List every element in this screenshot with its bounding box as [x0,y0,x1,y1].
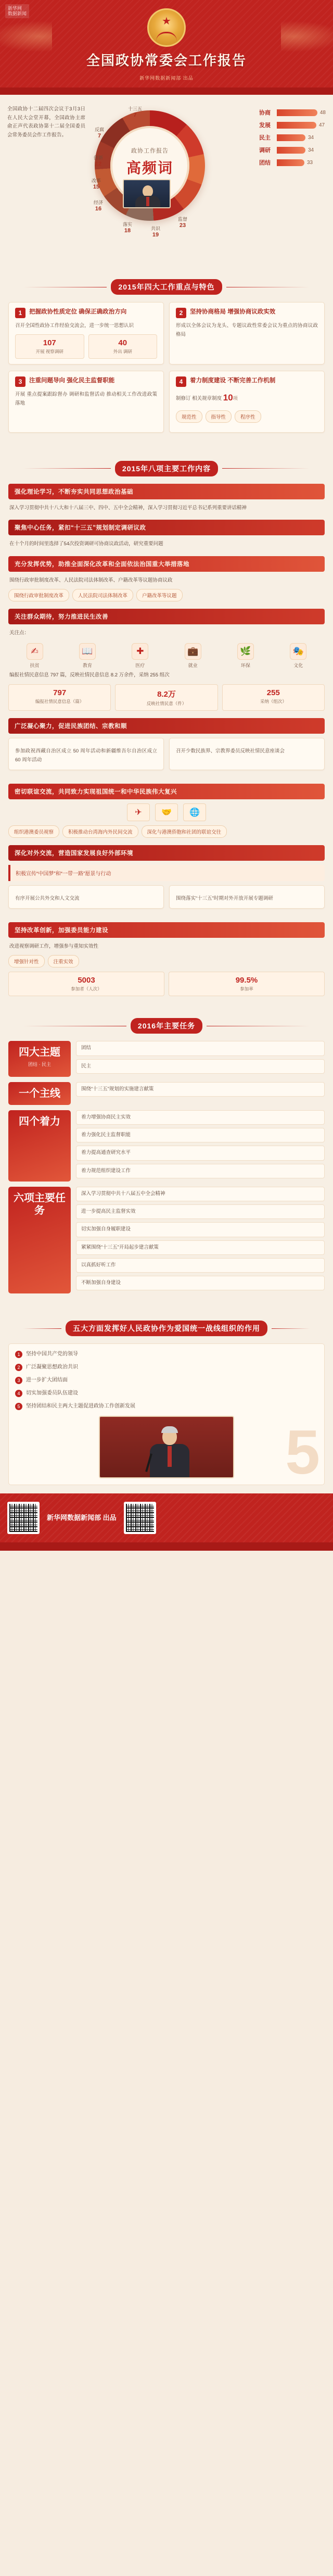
stat-value: 5003 [78,976,95,985]
star-icon: ★ [162,16,171,27]
decor-ribbon-right [281,21,333,52]
task-7-col-2 [169,885,325,909]
culture-icon: 🎭 [290,643,306,660]
icon-caption: 环保 [240,662,250,668]
task-5-card-1 [8,738,164,770]
task-8-pills [8,955,325,967]
task-3-pill-2: 人民法院司法体制改革 [72,589,133,601]
five-point-text: 切实加强委员队伍建设 [26,1390,78,1397]
task-group-1 [8,1041,325,1077]
bar-value: 34 [308,147,314,153]
task-item: 进一步提高民主监督实效 [76,1204,325,1219]
task-band-5: 广泛凝心聚力，促进民族团结、宗教和顺 [8,718,325,734]
keyword-label-reform: 改革 15 [92,178,101,190]
chairman-speech-photo [99,1416,234,1478]
bar-row [259,146,326,154]
task-group-1-items [76,1041,325,1077]
task-item: 深入学习贯彻中共十八届五中全会精神 [76,1187,325,1201]
task-7-quote: 积极宣传“中国梦”和“一带一路”愿景与行动 [8,865,325,881]
card-4-body-text: 制修订 相关规章制度 [176,396,222,402]
task-group-4 [8,1187,325,1294]
task-6-pill-1: 组织港澳委员视察 [8,825,59,838]
bar-label: 团结 [259,160,271,166]
bullet-icon: 4 [15,1390,22,1397]
task-group-4-title: 六项主要任务 [14,1192,66,1216]
card-1-heading: 把握政协性质定位 确保正确政治方向 [29,309,127,315]
task-band-7: 深化对外交流，营造国家发展良好外部环境 [8,845,325,861]
livelihood-icons [8,643,325,669]
five-point-text: 进一步扩大团结面 [26,1377,68,1384]
brand-logo [5,4,29,18]
section-2-label: 2015年八项主要工作内容 [115,461,218,476]
task-group-1-label [8,1041,71,1077]
five-points-list [15,1350,318,1411]
task-item: 团结 [76,1041,325,1055]
card-3-heading: 注重问题导向 强化民主监督职能 [29,378,115,384]
keyword-label-economy: 经济 16 [94,200,104,212]
card-1-stat-2-label: 外出 调研 [113,349,132,355]
task-band-4: 关注群众期待，努力推进民生改善 [8,609,325,624]
task-7-col-2-text: 围绕落实“十三五”时期对外开放开展专题调研 [176,895,273,901]
keyword-label-implement: 落实 18 [123,222,133,234]
task-body-8: 改进视察调研工作，增强参与重知实效性 [9,943,99,949]
keyword-bar-list [259,108,326,171]
keyword-label-creative: 创新 12 [94,155,104,167]
intro-text: 全国政协十二届四次会议于3月3日在人民大会堂开幕，全国政协主席俞正声代表政协第十二届全国委员会常务委员会作工作报告。 [7,106,85,138]
page-header [0,0,333,95]
card-4-body [176,390,318,406]
five-point-text: 坚持团结和民主两大主题促进政协工作创新发展 [26,1403,135,1410]
task-item: 着力强化民主监督职能 [76,1128,325,1142]
task-group-4-items [76,1187,325,1294]
task-4-stat-2 [115,684,217,711]
section-4-content [0,1343,333,1493]
medical-icon: ✚ [132,643,148,660]
icon-item-environment [220,643,271,669]
bullet-icon: 1 [15,1351,22,1358]
task-group-2-title: 一个主线 [19,1087,60,1099]
bar-value: 33 [307,159,313,166]
task-group-2 [8,1082,325,1105]
card-1-stat-1 [15,334,84,359]
page-title: 全国政协常委会工作报告 [86,53,247,68]
task-group-1-title: 四大主题 [19,1047,60,1059]
five-point-text: 广泛凝聚思想政治共识 [26,1364,78,1371]
keyword-label-anticorruption: 反腐 7 [95,127,105,139]
card-4-tag-1: 规范性 [176,410,202,423]
leaf-icon: 🌿 [237,643,254,660]
task-3-pill-1: 围绕行政审批制度改革 [8,589,69,601]
decor-ribbon-left [0,21,52,52]
card-4-number: 4 [176,376,186,387]
task-band-3: 充分发挥优势，助推全面深化改革和全面依法治国重大举措落地 [8,556,325,572]
card-2-heading: 坚持协商格局 增强协商议政实效 [190,309,276,315]
task-body-3: 围绕行政审批制度改革、人民法院司法体制改革、户籍改革等议题协商议政 [9,577,173,583]
task-3-pill-3: 户籍改革等议题 [136,589,183,601]
task-body-4: 关注点： [9,630,30,636]
section-2-content [0,484,333,1005]
task-item: 不断加强自身建设 [76,1276,325,1290]
task-group-3-items [76,1110,325,1182]
divider-right [272,1328,310,1329]
icon-caption: 就业 [188,662,198,668]
icon-item-poverty [9,643,60,669]
bar-row [259,158,326,167]
bar-row [259,133,326,142]
bullet-icon: 5 [15,1403,22,1410]
task-item: 切实加强自身履职建设 [76,1222,325,1237]
bar-label: 协商 [259,110,271,116]
card-1 [8,302,164,365]
icon-item-medical [115,643,165,669]
bar-label: 调研 [259,147,271,154]
footer-credit: 新华网数据新闻部 出品 [47,1514,117,1522]
task-group-2-label [8,1082,71,1105]
bar-fill [277,147,305,154]
task-4-foot: 编报社情民意信息 797 篇，反映社情民意信息 8.2 万余件，采纳 255 组次 [9,672,170,678]
gear-icon [156,32,177,41]
task-8-pill-1: 增强针对性 [8,955,45,967]
task-band-2: 聚焦中心任务，紧扣“十三五”规划制定调研议政 [8,520,325,535]
card-4-tag-2: 指导性 [206,410,232,423]
five-point-item [15,1363,318,1372]
task-band-8: 坚持改革创新，加强委员能力建设 [8,922,325,938]
footer-text [47,1512,117,1524]
task-group-3-title: 四个着力 [19,1115,60,1127]
card-4-heading: 着力制度建设 不断完善工作机制 [190,378,276,384]
card-1-stat-1-label: 开展 视察调研 [35,349,63,355]
card-4-tag-3: 程序性 [235,410,261,423]
icon-caption: 扶贫 [30,662,40,668]
task-group-3-label [8,1110,71,1182]
task-4-stats [8,684,325,711]
card-1-stat-2 [88,334,158,359]
task-7-col-1 [8,885,164,909]
five-background-number: 5 [285,1417,320,1488]
section-3-title [23,1018,310,1034]
task-4-stat-3 [222,684,325,711]
cppcc-emblem-icon [147,8,186,47]
bar-fill [277,159,304,166]
task-body-1: 深入学习贯彻中共十八大和十八届三中、四中、五中全会精神，深入学习贯彻习近平总书记系列重要讲话精神 [9,505,247,511]
task-item: 着力增强协商民主实效 [76,1110,325,1125]
task-7-col-1-text: 有序开展公共外交和人文交流 [15,895,80,901]
brand-line-2: 数据新闻 [8,11,27,17]
bar-label: 发展 [259,122,271,129]
briefcase-icon: 💼 [185,643,201,660]
stat-label: 参加者（人次） [71,986,102,992]
task-item: 着力规范组织建设工作 [76,1164,325,1178]
card-3 [8,371,164,433]
donut-center-main: 高频词 [126,160,173,176]
icon-caption: 医疗 [135,662,145,668]
keyword-label-135: 十三五 7 [128,106,143,118]
footer-tail [0,1542,333,1551]
section-1-content [0,302,333,447]
five-points-block [8,1343,325,1488]
card-2-number: 2 [176,308,186,318]
bar-value: 47 [319,122,325,128]
task-4-stat-1 [8,684,111,711]
icon-item-education [62,643,112,669]
five-point-item [15,1376,318,1385]
bar-row [259,121,326,129]
chairman-photo [123,179,171,208]
section-1-label: 2015年四大工作重点与特色 [111,279,222,295]
task-group-1-sub: 团结 · 民主 [28,1062,51,1067]
stat-label: 采纳（组次） [260,698,287,704]
task-item: 着力提高通查研究水平 [76,1146,325,1160]
bar-fill [277,122,316,129]
task-5-body-2: 召开少数民族界、宗教界委员反映社情民意座谈会 [176,748,285,754]
bar-value: 48 [319,109,326,116]
book-icon: 📖 [79,643,96,660]
card-3-number: 3 [15,376,25,387]
page-subtitle: 新华网数据新闻部 出品 [139,76,194,81]
card-4 [169,371,325,433]
card-1-stat-2-value: 40 [118,338,127,348]
bullet-icon: 2 [15,1364,22,1371]
five-point-text: 坚持中国共产党的领导 [26,1351,78,1358]
card-3-body: 开展 重点提案跟踪督办 调研和监督活动 推动相关工作改进政策落地 [15,392,157,407]
stat-value: 797 [53,688,67,697]
keyword-label-consensus: 共识 19 [151,226,161,238]
task-8-stats [8,972,325,996]
task-5-card-2 [169,738,325,770]
task-band-6: 密切联谊交流，共同致力实现祖国统一和中华民族伟大复兴 [8,784,325,799]
divider-left [23,468,111,469]
globe-icon: 🌐 [183,803,206,821]
card-1-number: 1 [15,308,25,318]
intro-section [0,95,333,266]
section-2-title [23,461,310,476]
exchange-icons [8,803,325,821]
bullet-icon: 3 [15,1377,22,1384]
bar-fill [277,134,305,141]
card-2-body: 形成以全体会议为龙头、专题议政性常委会议为重点的协商议政格局 [176,323,318,338]
handshake-icon: 🤝 [155,803,178,821]
task-6-pill-2: 积极推动台湾海内外民间交流 [62,825,138,838]
keyword-label-supervise: 监督 23 [178,217,188,229]
task-8-stat-1 [8,972,164,996]
divider-right [222,468,310,469]
stat-label: 反映社情民意（件） [146,700,187,706]
icon-caption: 文化 [293,662,303,668]
bar-row [259,108,326,117]
qr-code[interactable] [7,1502,40,1534]
icon-item-employment [168,643,218,669]
section-1-title [23,279,310,295]
stat-value: 255 [266,688,280,697]
task-3-pills [8,589,325,601]
task-5-body-1: 参加政祝西藏自治区成立 50 周年活动和新疆维吾尔自治区成立 60 周年活动 [15,748,157,763]
section-3-content [0,1041,333,1307]
task-item: 紧紧围绕“十三五”开局起步建言献策 [76,1240,325,1255]
task-6-pill-3: 深化与港澳侨胞和社团的联谊交往 [142,825,227,838]
card-4-stat-unit: 项 [233,396,238,401]
task-band-1: 强化理论学习，不断夯实共同思想政治基础 [8,484,325,499]
bar-label: 民主 [259,135,271,141]
task-item: 民主 [76,1059,325,1074]
task-6-pills [8,825,325,838]
five-point-item [15,1389,318,1398]
brand-line-1: 新华网 [8,6,22,11]
section-3-label: 2016年主要任务 [131,1018,202,1034]
icon-caption: 教育 [82,662,92,668]
poverty-icon: ✍ [27,643,43,660]
stat-value: 8.2万 [157,689,176,699]
task-item: 以真抓好听工作 [76,1258,325,1273]
five-point-item [15,1402,318,1411]
task-group-3 [8,1110,325,1182]
icon-item-culture [273,643,324,669]
donut-center-top: 政协工作报告 [131,148,169,154]
task-group-2-items [76,1082,325,1105]
task-8-stat-2 [169,972,325,996]
task-body-2: 在十个月的时间里选择了54次投资调研可协商议政活动，研究重要问题 [9,541,163,547]
page-footer [0,1493,333,1542]
task-group-4-label [8,1187,71,1294]
task-item: 围绕“十三五”规划的实施建言献策 [76,1082,325,1097]
stat-label: 参加率 [240,986,253,992]
card-1-body: 召开全国性政协工作经验交流会，进一步统一思想认识 [15,323,134,329]
keyword-chart [91,105,326,261]
card-4-stat-value: 10 [223,393,233,403]
qr-code-secondary[interactable] [124,1502,156,1534]
task-8-pill-2: 注重实效 [48,955,79,967]
section-4-label: 五大方面发挥好人民政协作为爱国统一战线组织的作用 [66,1321,267,1336]
section-4-title [23,1321,310,1336]
stat-value: 99.5% [235,976,258,985]
divider-left [23,1328,61,1329]
five-point-item [15,1350,318,1359]
card-2 [169,302,325,365]
plane-icon: ✈ [127,803,150,821]
bar-fill [277,109,317,116]
card-1-stat-1-value: 107 [43,338,56,348]
stat-label: 编报社情民意信息（篇） [35,698,84,704]
bar-value: 34 [308,134,314,141]
